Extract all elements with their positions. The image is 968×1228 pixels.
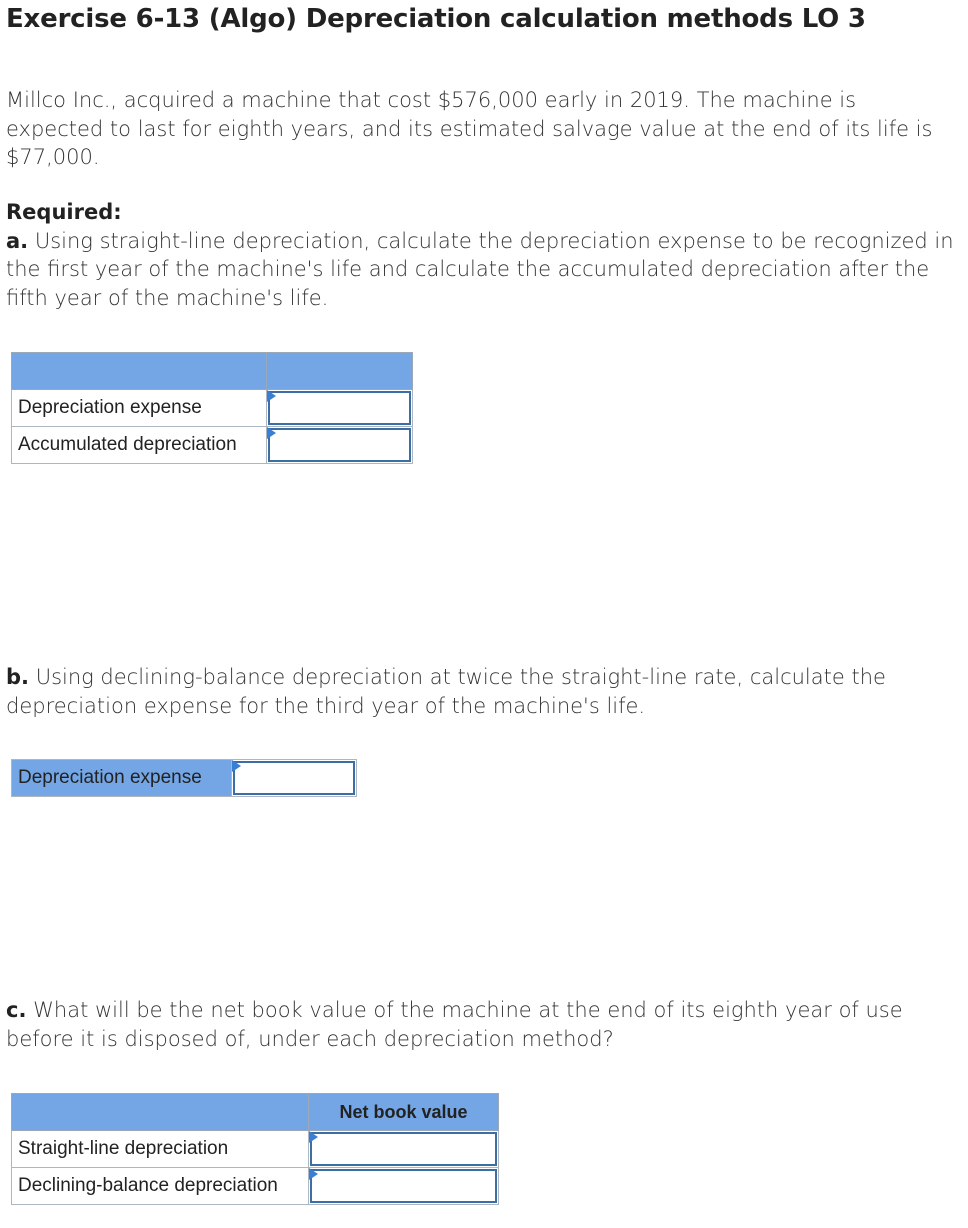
flag-icon	[267, 427, 276, 439]
declining-balance-nbv-input[interactable]	[312, 1171, 495, 1201]
row-label: Depreciation expense	[12, 760, 232, 797]
table-row	[12, 390, 413, 427]
header-cell	[12, 353, 267, 390]
page-title: Exercise 6-13 (Algo) Depreciation calculation methods LO 3	[6, 4, 866, 34]
ddb-depreciation-expense-input[interactable]	[235, 763, 353, 793]
part-c-text: What will be the net book value of the machine at the end of its eighth year of use before it is disposed of, under each depreciation method?	[6, 998, 903, 1051]
part-c-letter: c.	[6, 998, 27, 1022]
answer-cell	[309, 1131, 499, 1168]
part-c-prompt	[6, 996, 956, 1053]
flag-icon	[309, 1168, 318, 1180]
straight-line-nbv-input[interactable]	[312, 1134, 495, 1164]
part-b-text: Using declining-balance depreciation at twice the straight-line rate, calculate the depreciation expense for the third year of the machine's life.	[6, 665, 886, 718]
answer-cell	[267, 390, 413, 427]
required-heading: Required:	[6, 200, 122, 224]
table-row	[12, 427, 413, 464]
flag-icon	[309, 1131, 318, 1143]
table-row	[12, 1131, 499, 1168]
part-a-table	[11, 352, 413, 464]
row-label: Depreciation expense	[12, 390, 267, 427]
part-b-prompt	[6, 663, 956, 720]
answer-cell	[267, 427, 413, 464]
row-label: Accumulated depreciation	[12, 427, 267, 464]
part-b-letter: b.	[6, 665, 30, 689]
flag-icon	[232, 760, 241, 772]
flag-icon	[267, 390, 276, 402]
part-a-section	[6, 198, 956, 312]
table-header-row	[12, 1094, 499, 1131]
answer-cell	[232, 760, 357, 797]
table-row	[12, 1168, 499, 1205]
answer-cell	[309, 1168, 499, 1205]
part-a-letter: a.	[6, 228, 29, 253]
part-c-table	[11, 1093, 499, 1205]
table-header-row	[12, 353, 413, 390]
table-row	[12, 760, 357, 797]
net-book-value-header: Net book value	[309, 1094, 499, 1131]
accumulated-depreciation-input[interactable]	[270, 430, 409, 460]
depreciation-expense-input[interactable]	[270, 393, 409, 423]
row-label: Straight-line depreciation	[12, 1131, 309, 1168]
part-a-prompt	[6, 227, 956, 313]
header-cell	[267, 353, 413, 390]
part-b-table	[11, 759, 357, 797]
header-cell	[12, 1094, 309, 1131]
problem-intro: Millco Inc., acquired a machine that cost $576,000 early in 2019. The machine is expected to last for eighth years, and its estimated salvage value at the end of its life is $77,000.	[6, 88, 933, 169]
part-a-text: Using straight-line depreciation, calculate the depreciation expense to be recognized in the first year of the machine's life and calculate the accumulated depreciation after the fifth year of the machine's life.	[6, 228, 954, 310]
row-label: Declining-balance depreciation	[12, 1168, 309, 1205]
